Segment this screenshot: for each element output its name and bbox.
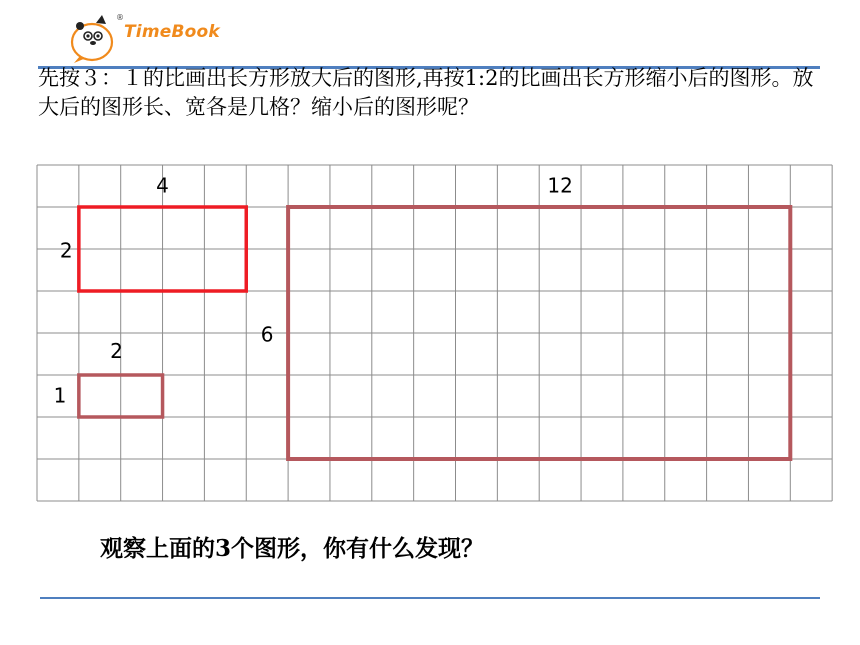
reduced-length-label: 2 (110, 339, 123, 364)
registered-mark: ® (116, 13, 124, 22)
enlarged-width-label: 6 (260, 322, 274, 347)
original-width-label: 2 (59, 238, 73, 263)
reduced-width-label: 1 (53, 383, 67, 408)
enlarged-length-label: 12 (547, 173, 573, 198)
logo-wordmark: TimeBook (124, 22, 220, 42)
discussion-prompt: 观察上面的3个图形，你有什么发现？ (100, 535, 485, 562)
original-length-label: 4 (156, 173, 169, 198)
bottom-divider (40, 597, 820, 599)
question-text: 先按３：１的比画出长方形放大后的图形,再按1:2的比画出长方形缩小后的图形。放大后的图形长、宽各是几格？缩小后的图形呢？ (38, 66, 814, 119)
